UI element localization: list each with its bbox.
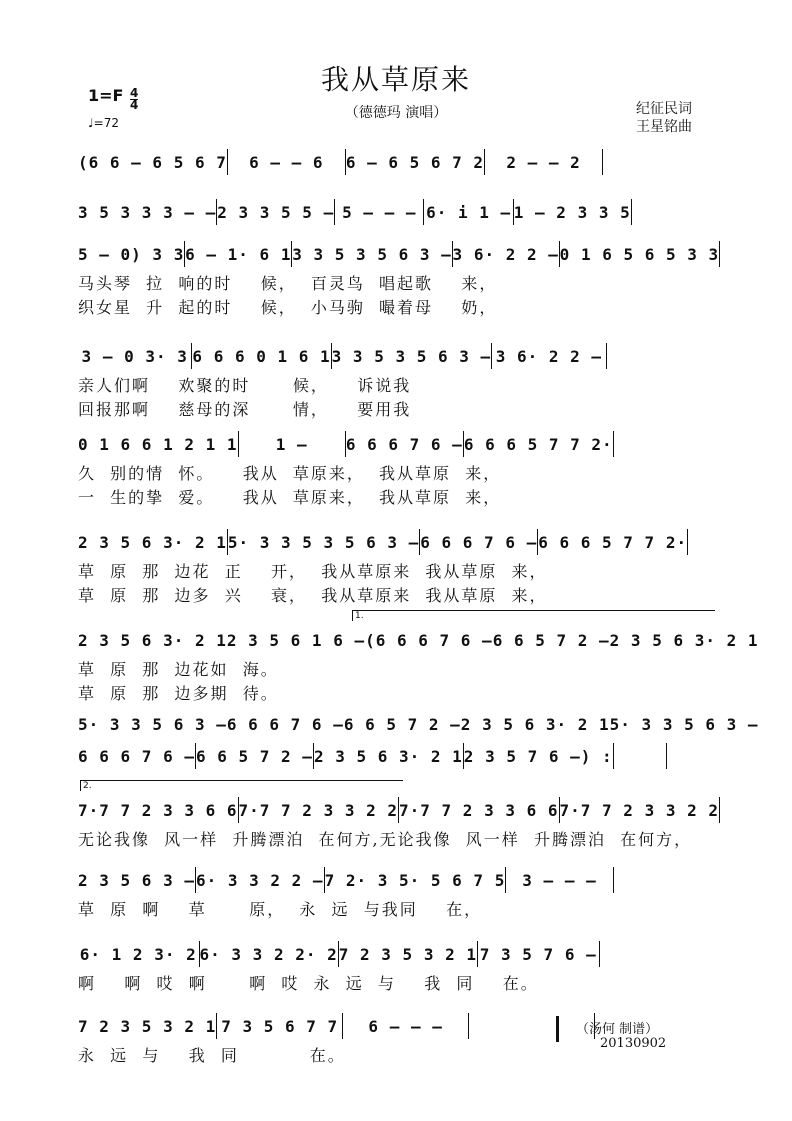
measure: 6 6 6 5 7 7 2· — [463, 434, 613, 454]
time-bottom: 4 — [130, 98, 139, 112]
measure: 7·7 7 2 3 3 6 6 — [399, 800, 559, 820]
measure: 6 6 5 7 2 – — [492, 630, 610, 650]
measure: 7·7 7 2 3 3 2 2 — [559, 800, 719, 820]
measure: (6 6 – 6 5 6 7 — [78, 152, 227, 172]
measure: 6 – 6 5 6 7 2 — [345, 152, 485, 172]
barline — [666, 743, 667, 769]
lyric-text: 啊 啊 哎 啊 啊 哎 永 远 与 我 同 在。 — [78, 973, 539, 993]
measure: 6 – 1· 6 1 — [185, 244, 292, 264]
notation-line — [78, 428, 720, 460]
measure: 2 3 3 5 5 – — [217, 202, 335, 222]
measure: 1 – 2 3 3 5 — [513, 202, 631, 222]
barline — [631, 199, 632, 225]
lyric-text: 织女星 升 起的时 候， 小马驹 嘬着母 奶， — [78, 297, 498, 317]
lyric-line — [78, 294, 720, 318]
final-barline — [556, 1016, 559, 1042]
notation-line — [78, 526, 720, 558]
key-signature: 1=F — [88, 86, 124, 105]
lyric-line — [78, 582, 720, 606]
measure: 3 – – – — [522, 870, 597, 890]
measure: 2 – – 2 — [506, 152, 581, 172]
barline — [606, 343, 607, 369]
volta-bracket: 1. — [352, 610, 715, 621]
lyric-line — [78, 896, 720, 920]
notation-line — [78, 938, 720, 970]
measure: 6· 1 2 3· 2 — [79, 944, 197, 964]
notation-line — [78, 740, 720, 772]
measure: 6 6 6 5 7 7 2· — [538, 532, 688, 552]
measure: 2 3 5 6 3· 2 1 — [460, 714, 610, 734]
measure: 2 3 5 6 1 6 – — [226, 630, 366, 650]
tempo-mark: ♩=72 — [88, 116, 119, 130]
lyric-line — [78, 970, 720, 994]
measure: 6 6 6 7 6 – — [226, 714, 344, 734]
notation-line — [78, 340, 720, 372]
measure: 2 3 5 6 3· 2 1 — [609, 630, 759, 650]
time-top: 4 — [130, 86, 139, 100]
subtitle: （德德玛 演唱） — [344, 105, 448, 121]
lyric-line — [78, 270, 720, 294]
notation-line — [78, 794, 720, 826]
measure: 6 6 5 7 2 – — [195, 746, 313, 766]
notation-line — [78, 196, 720, 228]
measure: 7 3 5 6 7 7 — [221, 1016, 339, 1036]
measure: 7 3 5 7 6 – — [479, 944, 597, 964]
measure: 6· i 1 – — [426, 202, 512, 222]
measure: 3 6· 2 2 – — [495, 346, 603, 366]
score-date: 20130902 — [600, 1036, 667, 1051]
lyric-text: 草 原 那 边花如 海。 — [78, 659, 279, 679]
measure: 7 2· 3 5· 5 6 7 5 — [324, 870, 506, 890]
measure: 0 1 6 6 1 2 1 1 — [78, 434, 238, 454]
measure: 6· 3 3 2 2· 2 — [199, 944, 338, 964]
barline — [613, 867, 614, 893]
measure: 3 5 3 3 3 – – — [78, 202, 217, 222]
notation-line — [78, 238, 720, 270]
measure: 6 6 6 0 1 6 1 — [192, 346, 331, 366]
score-maker: （汤何 制谱） — [576, 1022, 659, 1037]
barline — [613, 743, 614, 769]
measure: 3 3 5 3 5 6 3 – — [331, 346, 492, 366]
lyric-line — [78, 484, 720, 508]
measure: 0 1 6 5 6 5 3 3 — [559, 244, 720, 264]
barline — [719, 797, 720, 823]
measure: 5· 3 3 5 3 5 6 3 – — [227, 532, 420, 552]
measure: 5· 3 3 5 6 3 – — [609, 714, 759, 734]
measure: 2 3 5 6 3· 2 1 — [78, 532, 227, 552]
lyric-text: 草 原 那 边多 兴 衰， 我从草原来 我从草原 来， — [78, 585, 548, 605]
measure: 7 2 3 5 3 2 1 — [78, 1016, 217, 1036]
measure: 1 – — [275, 434, 308, 454]
lyric-text: 草 原 那 边多期 待。 — [78, 683, 279, 703]
title: 我从草原来 — [320, 63, 471, 96]
measure: 7 2 3 5 3 2 1 — [338, 944, 477, 964]
lyric-line — [78, 372, 720, 396]
lyric-text: 回报那啊 慈母的深 情， 要用我 — [78, 399, 412, 419]
lyric-text: 永 远 与 我 同 在。 — [78, 1045, 346, 1065]
measure: 6 – – – — [368, 1016, 443, 1036]
notation-line — [78, 864, 720, 896]
measure: 6 6 6 7 6 – — [345, 434, 463, 454]
barline — [468, 1013, 469, 1039]
lyric-text: 马头琴 拉 响的时 候， 百灵鸟 唱起歌 来， — [78, 273, 498, 293]
measure: (6 6 6 7 6 – — [365, 630, 493, 650]
measure: 3 3 5 3 5 6 3 – — [292, 244, 452, 264]
measure: 5 – 0) 3 3 — [78, 244, 185, 264]
time-signature — [130, 88, 138, 111]
measure: 7·7 7 2 3 3 2 2 — [238, 800, 398, 820]
measure: 6 6 6 7 6 – — [78, 746, 195, 766]
lyricist-credit: 纪征民词 — [636, 101, 692, 117]
barline — [719, 241, 720, 267]
lyric-line — [78, 558, 720, 582]
lyric-line — [78, 826, 720, 850]
measure: 2 3 5 6 3· 2 1 — [313, 746, 463, 766]
measure: 5 – – – — [342, 202, 417, 222]
measure: 5· 3 3 5 6 3 – — [78, 714, 227, 734]
lyric-text: 草 原 那 边花 正 开， 我从草原来 我从草原 来， — [78, 561, 548, 581]
measure: 2 3 5 7 6 –) : — [463, 746, 613, 766]
volta-bracket: 2. — [80, 780, 403, 791]
measure: 2 3 5 6 3 – — [78, 870, 195, 890]
lyric-line — [78, 396, 720, 420]
measure: 7·7 7 2 3 3 6 6 — [78, 800, 238, 820]
barline — [599, 941, 600, 967]
lyric-text: 草 原 啊 草 原， 永 远 与我同 在， — [78, 899, 483, 919]
measure: 3 6· 2 2 – — [452, 244, 559, 264]
notation-line — [78, 624, 759, 656]
measure: 6 – – 6 — [249, 152, 324, 172]
lyric-text: 无论我像 风一样 升腾漂泊 在何方,无论我像 风一样 升腾漂泊 在何方， — [78, 829, 693, 849]
lyric-line — [78, 656, 720, 680]
measure: 6· 3 3 2 2 – — [195, 870, 324, 890]
notation-line — [78, 146, 720, 178]
lyric-text: 亲人们啊 欢聚的时 候， 诉说我 — [78, 375, 412, 395]
barline — [613, 431, 614, 457]
notation-line — [78, 708, 759, 740]
composer-credit: 王星铭曲 — [636, 119, 692, 135]
measure: 3 – 0 3· 3 — [81, 346, 188, 366]
measure: 6 6 5 7 2 – — [343, 714, 461, 734]
measure: 2 3 5 6 3· 2 1 — [78, 630, 227, 650]
barline — [687, 529, 688, 555]
lyric-text: 一 生的挚 爱。 我从 草原来， 我从草原 来， — [78, 487, 502, 507]
barline — [602, 149, 603, 175]
lyric-text: 久 别的情 怀。 我从 草原来， 我从草原 来， — [78, 463, 502, 483]
lyric-line — [78, 460, 720, 484]
measure: 6 6 6 7 6 – — [420, 532, 538, 552]
lyric-line — [78, 680, 720, 704]
